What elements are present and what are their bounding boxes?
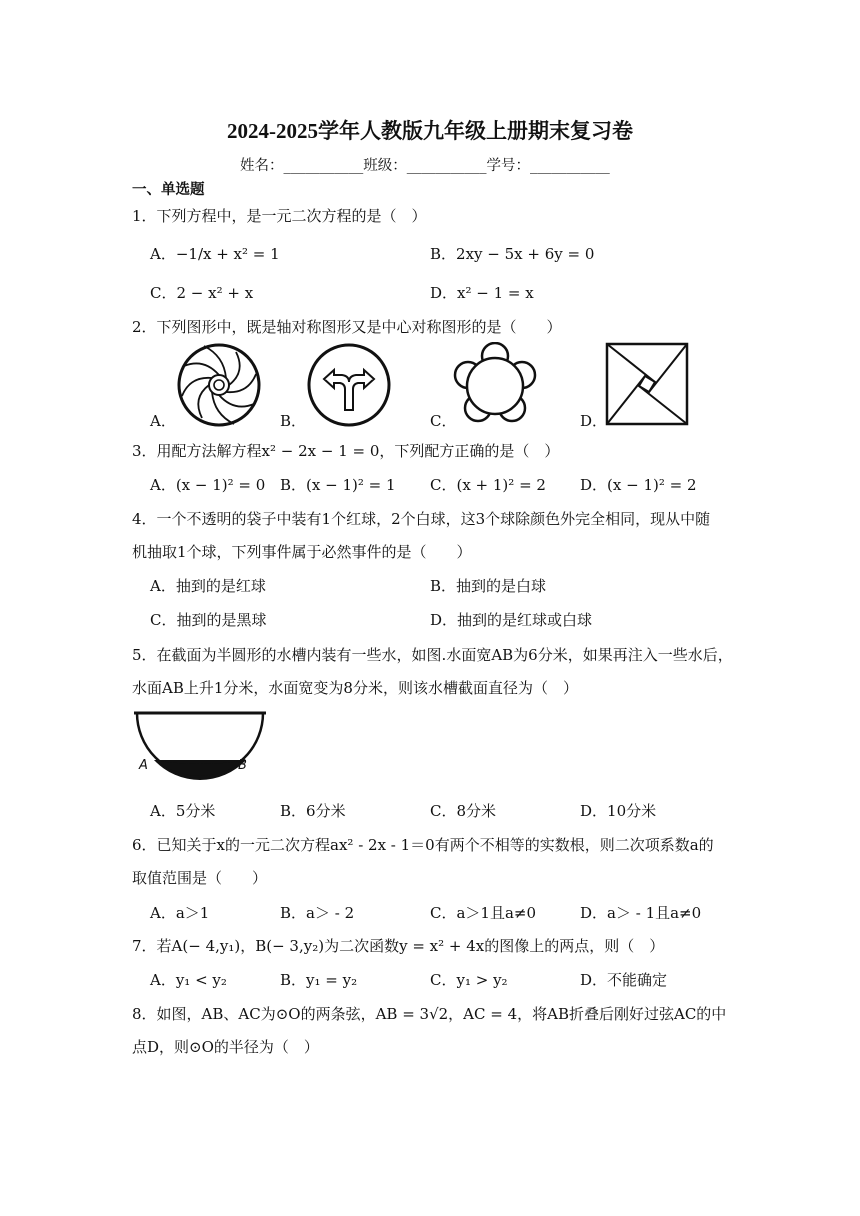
question-2-option-a: A． — [150, 412, 176, 430]
question-7-stem: 7．若A(− 4,y₁)，B(− 3,y₂)为二次函数y = x² + 4x的图像上的两点，则（ ） — [132, 937, 665, 955]
question-7-option-c: C．y₁ > y₂ — [430, 971, 508, 989]
question-3-option-b: B．(x − 1)² = 1 — [280, 476, 396, 494]
question-4-stem-line1: 4．一个不透明的袋子中装有1个红球，2个白球，这3个球除颜色外完全相同，现从中随 — [132, 510, 711, 528]
question-7-option-d: D．不能确定 — [580, 971, 668, 989]
question-2-option-d: D． — [580, 412, 608, 430]
question-8-stem-line1: 8．如图，AB、AC为⊙O的两条弦，AB = 3√2，AC = 4，将AB折叠后刚好过弦AC的中 — [132, 1005, 727, 1023]
question-5-option-b: B．6分米 — [280, 802, 346, 820]
question-6-option-c: C．a＞1且a≠0 — [430, 904, 537, 922]
semicircle-trough-figure — [132, 708, 272, 780]
question-4-option-c: C．抽到的是黑球 — [150, 611, 267, 629]
question-5-option-a: A．5分米 — [150, 802, 216, 820]
question-5-stem-line2: 水面AB上升1分米，水面宽变为8分米，则该水槽截面直径为（ ） — [132, 679, 578, 697]
question-7-option-b: B．y₁ = y₂ — [280, 971, 358, 989]
question-1-option-a: A．−1/x + x² = 1 — [150, 245, 280, 263]
question-2-stem: 2．下列图形中，既是轴对称图形又是中心对称图形的是（ ） — [132, 318, 562, 336]
question-4-stem-line2: 机抽取1个球，下列事件属于必然事件的是（ ） — [132, 543, 472, 561]
flower-figure — [452, 342, 538, 428]
square-pinwheel-figure — [605, 342, 689, 426]
question-4-option-d: D．抽到的是红球或白球 — [430, 611, 593, 629]
question-4-option-b: B．抽到的是白球 — [430, 577, 547, 595]
question-6-stem-line1: 6．已知关于x的一元二次方程ax² - 2x - 1＝0有两个不相等的实数根，则二次项系数a的 — [132, 836, 714, 854]
question-6-option-a: A．a＞1 — [150, 904, 210, 922]
question-1-stem: 1．下列方程中，是一元二次方程的是（ ） — [132, 207, 427, 225]
question-6-option-b: B．a＞ - 2 — [280, 904, 355, 922]
figure-label-a: A — [139, 758, 148, 773]
question-6-stem-line2: 取值范围是（ ） — [132, 869, 268, 887]
page-title: 2024-2025学年人教版九年级上册期末复习卷 — [227, 119, 633, 143]
figure-label-b: B — [238, 758, 247, 773]
question-5-option-c: C．8分米 — [430, 802, 497, 820]
arrow-sign-figure — [306, 342, 392, 428]
question-5-stem-line1: 5．在截面为半圆形的水槽内装有一些水，如图.水面宽AB为6分米，如果再注入一些水后， — [132, 646, 733, 664]
question-7-option-a: A．y₁ < y₂ — [150, 971, 227, 989]
pinwheel-circle-figure — [176, 342, 262, 428]
question-3-option-d: D．(x − 1)² = 2 — [580, 476, 697, 494]
question-4-option-a: A．抽到的是红球 — [150, 577, 266, 595]
question-5-option-d: D．10分米 — [580, 802, 657, 820]
question-3-stem: 3．用配方法解方程x² − 2x − 1 = 0，下列配方正确的是（ ） — [132, 442, 560, 460]
question-2-option-c: C． — [430, 412, 457, 430]
question-1-option-d: D．x² − 1 = x — [430, 284, 534, 302]
question-1-option-c: C．2 − x² + x — [150, 284, 254, 302]
question-3-option-a: A．(x − 1)² = 0 — [150, 476, 266, 494]
question-3-option-c: C．(x + 1)² = 2 — [430, 476, 546, 494]
question-8-stem-line2: 点D，则⊙O的半径为（ ） — [132, 1038, 319, 1056]
question-6-option-d: D．a＞ - 1且a≠0 — [580, 904, 702, 922]
question-2-option-b: B． — [280, 412, 307, 430]
student-info-line: 姓名：___________班级：___________学号：___________ — [240, 158, 610, 174]
question-1-option-b: B．2xy − 5x + 6y = 0 — [430, 245, 595, 263]
section-heading: 一、单选题 — [132, 181, 205, 198]
